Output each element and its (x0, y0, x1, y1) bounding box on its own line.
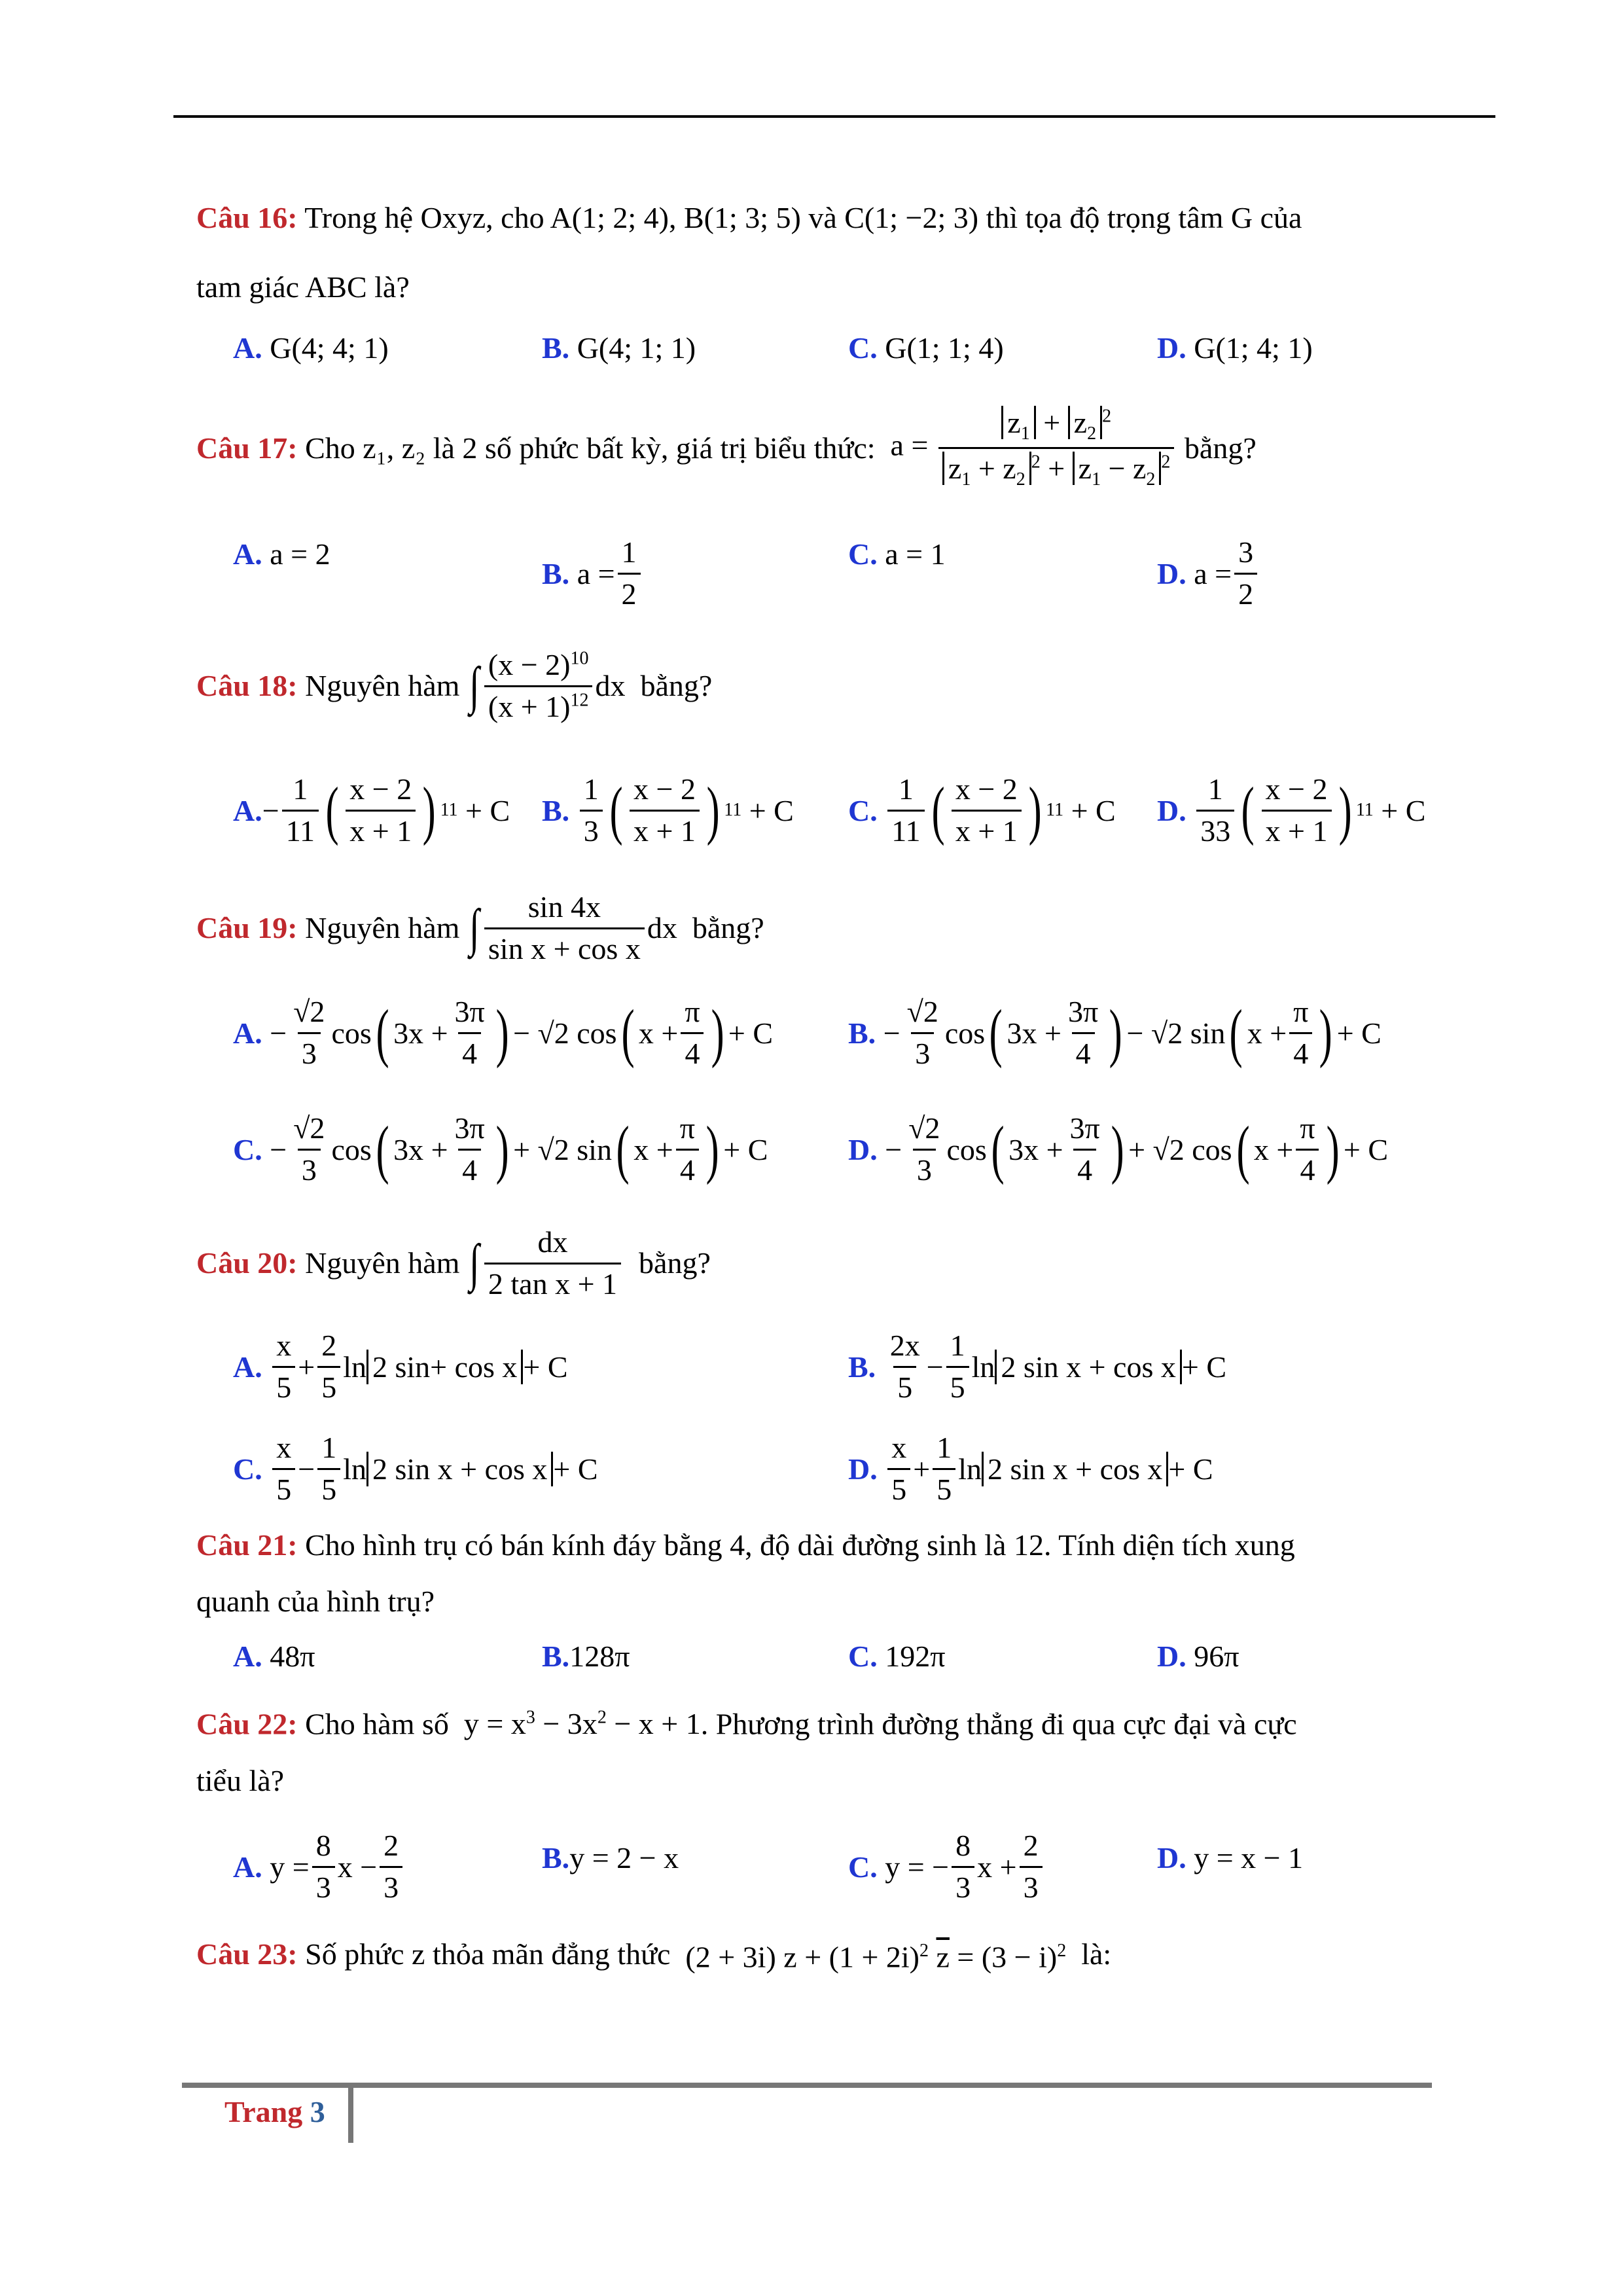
option-b[interactable]: B. y = 2 − x (542, 1841, 679, 1874)
option-b[interactable]: B. $\frac{1}{3}$ ( $\frac{x - 2}{x + 1}$ ) 11 + C (542, 772, 794, 848)
option-d[interactable]: D. y = x − 1 (1157, 1841, 1304, 1874)
question-16 (196, 198, 1427, 238)
top-rule (173, 115, 1495, 118)
option-d[interactable]: D. 96π (1157, 1640, 1240, 1673)
question-text: Nguyên hàm (305, 911, 460, 945)
question-number: Câu 21: (196, 1528, 298, 1562)
option-d[interactable]: D. − $\frac{√2}{3}$ cos ( 3x + $\frac{3\pi}{4}$ ) + √2 cos ( x + $\frac{\pi}{4}$ ) + C (848, 1111, 1389, 1187)
question-number: Câu 18: (196, 669, 298, 703)
option-b[interactable]: B. $\frac{2x}{5}$ − $\frac{1}{5}$ ln 2 sin x + cos x + C (848, 1329, 1226, 1404)
footer-rule (182, 2083, 1432, 2088)
expression-a: a = $\frac{z_1 + z_2^2}{z_1 + z_2^2 + z_1 - z_2^2}$ (891, 406, 1177, 491)
question-number: Câu 19: (196, 911, 298, 945)
option-a[interactable]: A. $\frac{x}{5}$ + $\frac{2}{5}$ ln 2 sin+ cos x + C (233, 1329, 568, 1404)
question-text: Cho z₁, z₂ là 2 số phức bất kỳ, giá trị biểu thức: (305, 431, 876, 465)
question-text: Nguyên hàm (305, 1246, 460, 1280)
option-b[interactable]: B. a = $\frac{1}{2}$ (542, 535, 643, 612)
question-17: Câu 17: Cho z₁, z₂ là 2 số phức bất kỳ, giá trị biểu thức: a = $\frac{z_1 + z_2^2}{z_1 + z_2^2 + z_1 - z_2^2}$ bằng? (196, 406, 1257, 490)
option-c[interactable]: C. $\frac{1}{11}$ ( $\frac{x - 2}{x + 1}$ ) 11 + C (848, 772, 1116, 848)
option-c[interactable]: C. 192π (848, 1640, 946, 1673)
equation: (2 + 3i) $z + (1 + 2i)^2$ $\overline{z} = (3 - i)^2$ (685, 1940, 1067, 1974)
question-number: Câu 23: (196, 1937, 298, 1971)
option-d[interactable]: D. $\frac{1}{33}$ ( $\frac{x - 2}{x + 1}$ ) 11 + C (1157, 772, 1426, 848)
option-a[interactable]: A. a = 2 (233, 537, 330, 571)
question-text: Nguyên hàm (305, 669, 460, 703)
page-footer: Trang 3 (224, 2095, 325, 2128)
option-b[interactable]: B. − $\frac{√2}{3}$ cos ( 3x + $\frac{3\pi}{4}$ ) − √2 sin ( x + $\frac{\pi}{4}$ ) + C (848, 995, 1382, 1070)
option-a[interactable]: A. − $\frac{1}{11}$ ( $\frac{x - 2}{x + 1}$ ) 11 + C (233, 772, 510, 848)
option-a[interactable]: A. − $\frac{√2}{3}$ cos ( 3x + $\frac{3\pi}{4}$ ) − √2 cos ( x + $\frac{\pi}{4}$ ) + C (233, 995, 774, 1070)
option-b[interactable]: B. G(4; 1; 1) (542, 331, 696, 365)
page-number: 3 (310, 2095, 325, 2128)
function-expression: $y = x^3 - 3x^2 - x + 1$ (463, 1707, 701, 1741)
question-text: Số phức z thỏa mãn đẳng thức (305, 1937, 671, 1971)
option-d[interactable]: D. G(1; 4; 1) (1157, 331, 1313, 365)
integral-icon: ∫ (469, 657, 480, 715)
option-a[interactable]: A. y = $\frac{8}{3}$ x − $\frac{2}{3}$ (233, 1829, 405, 1905)
option-a[interactable]: A. 48π (233, 1640, 315, 1673)
question-number: Câu 17: (196, 431, 298, 465)
question-22-line2: tiểu là? (196, 1764, 285, 1797)
question-20: Câu 20: Nguyên hàm ∫ $\frac{dx}{\text{2 tan x + 1}}$ bằng? (196, 1225, 711, 1300)
footer-divider (348, 2083, 353, 2143)
integral-icon: ∫ (469, 899, 480, 958)
question-16-line2: tam giác ABC là? (196, 270, 410, 304)
question-19: Câu 19: Nguyên hàm ∫ $\frac{\sin 4x}{\text{sin x + cos x}}$ dx bằng? (196, 890, 764, 965)
question-23: Câu 23: Số phức z thỏa mãn đẳng thức (2 + 3i) $z + (1 + 2i)^2$ $\overline{z} = (3 - i)^2$ là: (196, 1931, 1111, 1977)
option-c[interactable]: C. a = 1 (848, 537, 946, 571)
option-c[interactable]: C. $\frac{x}{5}$ − $\frac{1}{5}$ ln 2 sin x + cos x + C (233, 1431, 598, 1506)
question-21-line2: quanh của hình trụ? (196, 1585, 435, 1618)
option-d[interactable]: D. $\frac{x}{5}$ + $\frac{1}{5}$ ln 2 sin x + cos x + C (848, 1431, 1213, 1506)
option-d[interactable]: D. a = $\frac{3}{2}$ (1157, 535, 1260, 612)
question-22: Câu 22: Cho hàm số $y = x^3 - 3x^2 - x + 1$. Phương trình đường thẳng đi qua cực đại và cực (196, 1707, 1297, 1741)
question-number: Câu 16: (196, 201, 298, 234)
option-c[interactable]: C. y = − $\frac{8}{3}$ x + $\frac{2}{3}$ (848, 1829, 1045, 1905)
question-text: Cho hàm số (305, 1707, 449, 1741)
question-text: Cho hình trụ có bán kính đáy bằng 4, độ dài đường sinh là 12. Tính diện tích xung (305, 1528, 1295, 1562)
question-21 (196, 1525, 1427, 1566)
option-a[interactable]: A. G(4; 4; 1) (233, 331, 389, 365)
question-number: Câu 22: (196, 1707, 298, 1741)
option-c[interactable]: C. − $\frac{√2}{3}$ cos ( 3x + $\frac{3\pi}{4}$ ) + √2 sin ( x + $\frac{\pi}{4}$ ) + C (233, 1111, 768, 1187)
question-18: Câu 18: Nguyên hàm ∫ $\frac{(x - 2)^{10}}{(x + 1)^{12}}$ dx bằng? (196, 648, 713, 723)
option-c[interactable]: C. G(1; 1; 4) (848, 331, 1004, 365)
question-number: Câu 20: (196, 1246, 298, 1280)
question-text: Trong hệ Oxyz, cho A(1; 2; 4), B(1; 3; 5) và C(1; −2; 3) thì tọa độ trọng tâm G của (304, 201, 1302, 234)
integral-icon: ∫ (469, 1234, 480, 1293)
option-b[interactable]: B. 128π (542, 1640, 630, 1673)
